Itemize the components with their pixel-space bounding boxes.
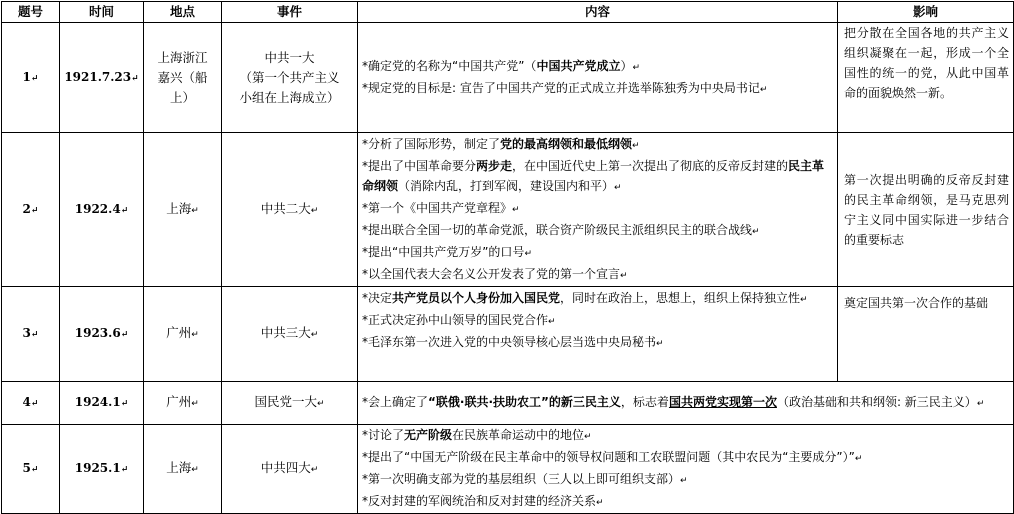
content-line: *以全国代表大会名义公开发表了党的第一个宣言↵ (362, 267, 628, 281)
cell-time: 1924.1↵ (60, 382, 144, 425)
cell-place: 广州↵ (144, 382, 222, 425)
header-influence: 影响 (838, 2, 1014, 23)
cell-event: 国民党一大↵ (222, 382, 358, 425)
cell-time: 1922.4↵ (60, 133, 144, 287)
cell-content (358, 133, 838, 287)
cell-time: 1921.7.23↵ (60, 23, 144, 133)
header-content: 内容 (358, 2, 838, 23)
cell-num: 4↵ (2, 382, 60, 425)
content-line: *正式决定孙中山领导的国民党合作↵ (362, 313, 556, 327)
cell-num: 5↵ (2, 425, 60, 514)
cell-event: 中共三大↵ (222, 287, 358, 382)
cell-place: 上海↵ (144, 133, 222, 287)
cell-num: 1↵ (2, 23, 60, 133)
content-line: *决定共产党员以个人身份加入国民党，同时在政治上，思想上，组织上保持独立性↵ (362, 291, 808, 305)
cell-event: 中共二大↵ (222, 133, 358, 287)
cell-influence: 奠定国共第一次合作的基础 (838, 287, 1014, 382)
content-line: *提出了中国革命要分两步走，在中国近代史上第一次提出了彻底的反帝反封建的民主革命纲领（消除内乱，打到军阀，建设国内和平）↵ (362, 159, 825, 193)
cell-influence: 把分散在全国各地的共产主义组织凝聚在一起，形成一个全国性的统一的党，从此中国革命的面貌焕然一新。 (838, 23, 1014, 133)
cell-event: 中共四大↵ (222, 425, 358, 514)
content-line: *第一个《中国共产党章程》↵ (362, 201, 520, 215)
cell-content (358, 382, 1014, 425)
content-line: *确定党的名称为“中国共产党”（中国共产党成立）↵ (362, 58, 641, 73)
content-line: *讨论了无产阶级在民族革命运动中的地位↵ (362, 428, 592, 442)
content-line: *反对封建的军阀统治和反对封建的经济关系↵ (362, 494, 604, 508)
cell-num: 3↵ (2, 287, 60, 382)
cell-influence: 第一次提出明确的反帝反封建的民主革命纲领，是马克思列宁主义同中国实际进一步结合的重要标志 (838, 133, 1014, 287)
cell-num: 2↵ (2, 133, 60, 287)
content-line: *会上确定了“联俄·联共·扶助农工”的新三民主义，标志着国共两党实现第一次（政治基础和共和纲领: 新三民主义）↵ (362, 395, 985, 409)
cell-event: 中共一大 （第一个共产主义 小组在上海成立） (222, 23, 358, 133)
cell-place: 上海浙江 嘉兴（船 上） (144, 23, 222, 133)
header-place: 地点 (144, 2, 222, 23)
content-line: *第一次明确支部为党的基层组织（三人以上即可组织支部）↵ (362, 472, 688, 486)
content-line: *提出了“中国无产阶级在民主革命中的领导权问题和工农联盟问题（其中农民为“主要成分”）”↵ (362, 450, 863, 464)
cell-content (358, 425, 1014, 514)
table-row (2, 382, 1014, 425)
header-row (2, 2, 1014, 23)
content-line: *提出“中国共产党万岁”的口号↵ (362, 245, 532, 259)
table-row (2, 287, 1014, 382)
history-table (1, 1, 1014, 514)
cell-content (358, 23, 838, 133)
cell-time: 1925.1↵ (60, 425, 144, 514)
header-event: 事件 (222, 2, 358, 23)
content-line: *提出联合全国一切的革命党派，联合资产阶级民主派组织民主的联合战线↵ (362, 223, 760, 237)
table-row (2, 23, 1014, 133)
content-line: *毛泽东第一次进入党的中央领导核心层当选中央局秘书↵ (362, 335, 664, 349)
header-num: 题号 (2, 2, 60, 23)
header-time: 时间 (60, 2, 144, 23)
cell-place: 广州↵ (144, 287, 222, 382)
content-line: *分析了国际形势，制定了党的最高纲领和最低纲领↵ (362, 137, 640, 151)
cell-content (358, 287, 838, 382)
table-row (2, 133, 1014, 287)
cell-time: 1923.6↵ (60, 287, 144, 382)
content-line: *规定党的目标是: 宣告了中国共产党的正式成立并选举陈独秀为中央局书记↵ (362, 80, 768, 95)
table-row (2, 425, 1014, 514)
cell-place: 上海↵ (144, 425, 222, 514)
